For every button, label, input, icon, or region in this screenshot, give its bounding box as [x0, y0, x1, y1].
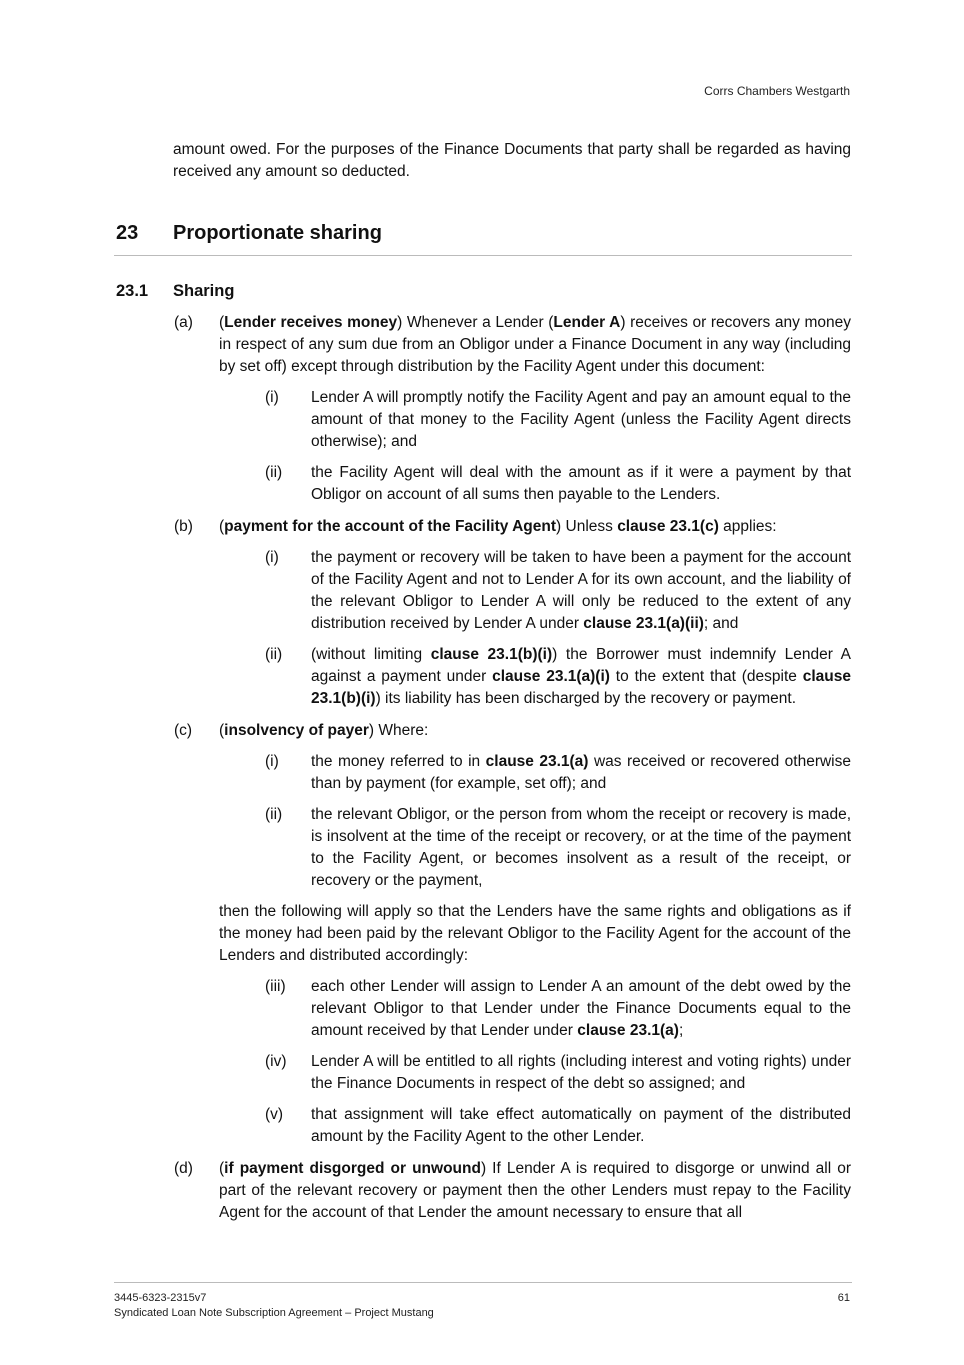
item-text: the Facility Agent will deal with the amount as if it were a payment by that Obligor on account of all sums then payable to the Lenders. — [311, 464, 851, 503]
document-reference: 3445-6323-2315v7 — [114, 1292, 207, 1304]
item-label: (ii) — [265, 464, 283, 481]
paragraph-heading: if payment disgorged or unwound — [224, 1160, 481, 1177]
page-footer — [114, 1282, 852, 1321]
list-item — [265, 387, 851, 453]
paragraph-text: (payment for the account of the Facility Agent) Unless clause 23.1(c) applies: — [219, 518, 777, 535]
paragraph-b — [173, 516, 851, 710]
item-text: each other Lender will assign to Lender A an amount of the debt owed by the relevant Obligor to that Lender under the Finance Documents equal to the amount received by that Lender under clause 23.1(a); — [311, 978, 851, 1039]
paragraph-heading: insolvency of payer — [224, 722, 369, 739]
paragraph-c — [173, 720, 851, 1148]
subsection-title: Sharing — [173, 282, 235, 300]
item-text: that assignment will take effect automatically on payment of the distributed amount by the Facility Agent to the other Lender. — [311, 1106, 851, 1145]
item-text: the money referred to in clause 23.1(a) was received or recovered otherwise than by payment (for example, set off); and — [311, 753, 851, 792]
intro-paragraph: amount owed. For the purposes of the Finance Documents that party shall be regarded as having received any amount so deducted. — [173, 141, 851, 180]
list-item — [265, 976, 851, 1042]
paragraph-label: (b) — [174, 518, 193, 535]
item-text: Lender A will promptly notify the Facility Agent and pay an amount equal to the amount of that money to the Facility Agent (unless the Facility Agent directs otherwise); and — [311, 389, 851, 450]
paragraph-heading: payment for the account of the Facility Agent — [224, 518, 557, 535]
page-number: 61 — [837, 1292, 850, 1304]
section-heading — [114, 222, 852, 256]
paragraph-heading: Lender receives money — [224, 314, 398, 331]
item-label: (ii) — [265, 806, 283, 823]
list-item — [265, 751, 851, 795]
list-item — [265, 547, 851, 635]
clause-reference: clause 23.1(a)(ii) — [583, 615, 704, 632]
defined-term: Lender A — [553, 314, 621, 331]
paragraph-text: (Lender receives money) Whenever a Lender (Lender A) receives or recovers any money in respect of any sum due from an Obligor under a Finance Document in any way (including by set off) except through distribution by the Facility Agent under this document: — [219, 314, 852, 375]
item-text: the payment or recovery will be taken to have been a payment for the account of the Facility Agent and not to Lender A for its own account, and the liability of the relevant Obligor to Lender A will only be reduced to the extent of any distribution received by Lender A under clause 23.1(a)(ii); and — [311, 549, 851, 632]
clause-reference: clause 23.1(b)(i) — [430, 646, 553, 663]
list-item — [265, 644, 851, 710]
clause-reference: clause 23.1(c) — [617, 518, 719, 535]
item-label: (v) — [265, 1106, 284, 1123]
subsection-number: 23.1 — [116, 282, 149, 300]
item-text: Lender A will be entitled to all rights (including interest and voting rights) under the Finance Documents in respect of the debt so assigned; and — [311, 1053, 851, 1092]
item-label: (i) — [265, 389, 279, 406]
continuation-text: then the following will apply so that the Lenders have the same rights and obligations as if the money had been paid by the relevant Obligor to the Facility Agent for the account of the Lenders and distributed accordingly: — [219, 903, 851, 964]
clause-reference: clause 23.1(a)(i) — [492, 668, 610, 685]
paragraph-a — [173, 312, 851, 506]
item-label: (i) — [265, 549, 279, 566]
clause-reference: clause 23.1(a) — [485, 753, 589, 770]
section-number: 23 — [116, 222, 139, 244]
list-item — [265, 1051, 851, 1095]
clause-reference: clause 23.1(a) — [577, 1022, 679, 1039]
paragraph-label: (d) — [174, 1160, 193, 1177]
item-text: (without limiting clause 23.1(b)(i)) the Borrower must indemnify Lender A against a payment under clause 23.1(a)(i) to the extent that (despite clause 23.1(b)(i)) its liability has been discharged by the recovery or payment. — [311, 646, 851, 707]
running-header: Corrs Chambers Westgarth — [704, 84, 850, 98]
list-item — [265, 1104, 851, 1148]
document-title: Syndicated Loan Note Subscription Agreement – Project Mustang — [114, 1307, 434, 1319]
paragraph-text: (if payment disgorged or unwound) If Lender A is required to disgorge or unwind all or part of the relevant recovery or payment then the other Lenders must repay to the Facility Agent for the account of that Lender the amount necessary to ensure that all — [219, 1160, 851, 1221]
paragraph-d — [173, 1158, 851, 1224]
list-item — [265, 804, 851, 892]
clause-reference: clause 23.1(b)(i) — [311, 668, 851, 707]
paragraph-text: (insolvency of payer) Where: — [219, 722, 429, 739]
list-item — [265, 462, 851, 506]
clause-body — [173, 312, 851, 1234]
item-label: (i) — [265, 753, 279, 770]
section-title: Proportionate sharing — [173, 222, 382, 244]
subsection-heading — [116, 282, 235, 301]
paragraph-label: (c) — [174, 722, 193, 739]
item-text: the relevant Obligor, or the person from whom the receipt or recovery is made, is insolvent at the time of the receipt or recovery, or at the time of the payment to the Facility Agent, or becomes insolvent as a result of the receipt, or recovery or the payment, — [311, 806, 851, 889]
item-label: (ii) — [265, 646, 283, 663]
paragraph-label: (a) — [174, 314, 193, 331]
item-label: (iii) — [265, 978, 286, 995]
item-label: (iv) — [265, 1053, 287, 1070]
